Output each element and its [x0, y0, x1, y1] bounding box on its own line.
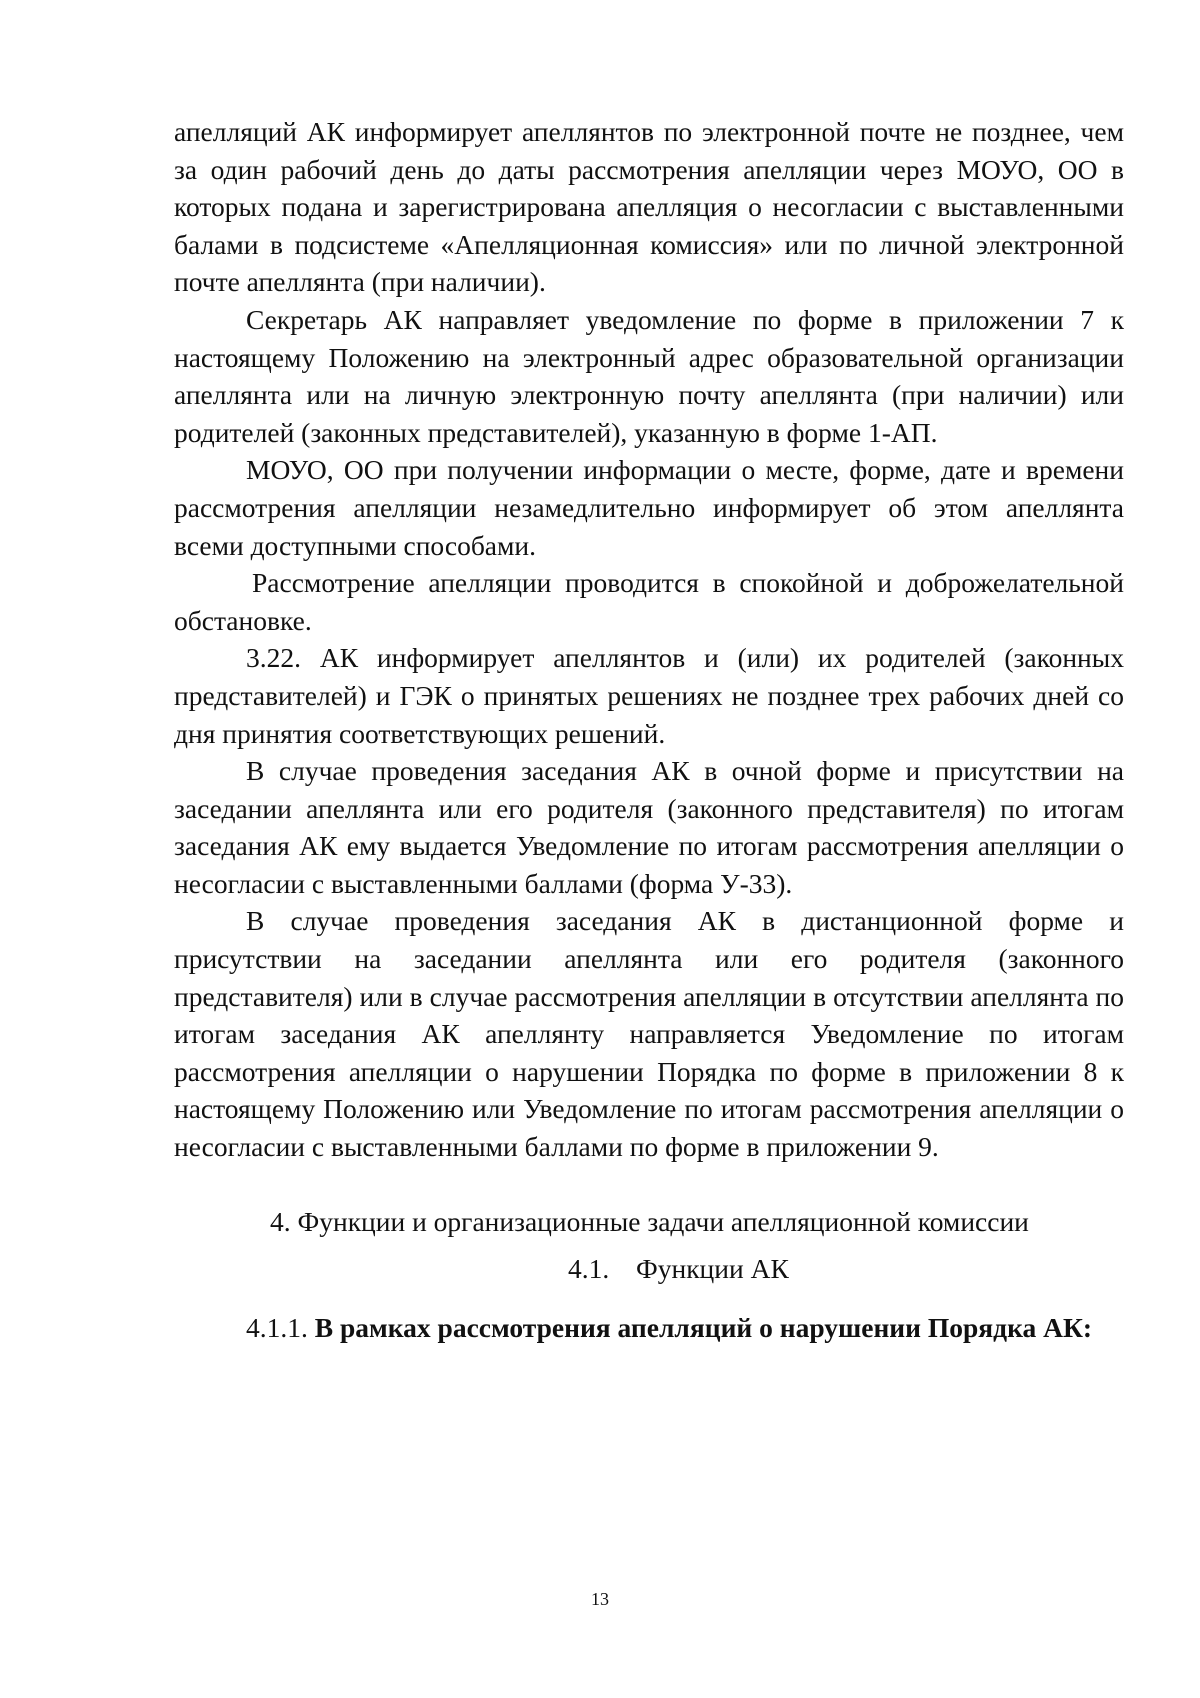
section-heading-4: 4. Функции и организационные задачи апелляционной комиссии: [270, 1205, 1029, 1237]
subsubsection-heading-4-1-1: [174, 1309, 1124, 1347]
paragraph-review-atmosphere: Рассмотрение апелляции проводится в спокойной и доброжелательной обстановке.: [174, 567, 1124, 636]
paragraph-remote-session: В случае проведения заседания АК в дистанционной форме и присутствии на заседании апеллянта или его родителя (законного представителя) или в случае рассмотрения апелляции в отсутствии апеллянта по итогам заседания АК апеллянту направляется Уведомление по итогам рассмотрения апелляции о нарушении Порядка по форме в приложении 8 к настоящему Положению или Уведомление по итогам рассмотрения апелляции о несогласии с выставленными баллами по форме в приложении 9.: [174, 905, 1124, 1163]
subsection-number: 4.1.: [568, 1253, 610, 1285]
paragraph-appeal-notification: апелляций АК информирует апеллянтов по электронной почте не позднее, чем за один рабочий день до даты рассмотрения апелляции через МОУО, ОО в которых подана и зарегистрирована апелляция о несогласии с выставленными балами в подсистеме «Апелляционная комиссия» или по личной электронной почте апеллянта (при наличии).: [174, 116, 1124, 298]
paragraph-in-person-session: В случае проведения заседания АК в очной форме и присутствии на заседании апеллянта или его родителя (законного представителя) по итогам заседания АК ему выдается Уведомление по итогам рассмотрения апелляции о несогласии с выставленными баллами (форма У-33).: [174, 755, 1124, 899]
page-number: 13: [591, 1589, 609, 1609]
subsection-title: Функции АК: [636, 1253, 789, 1285]
subsubsection-number: 4.1.1.: [246, 1311, 308, 1343]
subsubsection-title: В рамках рассмотрения апелляций о нарушении Порядка АК:: [314, 1311, 1093, 1343]
subsection-heading-4-1: [174, 1250, 1124, 1288]
paragraph-secretary-notice: Секретарь АК направляет уведомление по форме в приложении 7 к настоящему Положению на электронный адрес образовательной организации апеллянта или на личную электронную почту апеллянта (при наличии) или родителей (законных представителей), указанную в форме 1-АП.: [174, 303, 1124, 448]
paragraph-mouo-info: МОУО, ОО при получении информации о месте, форме, дате и времени рассмотрения апелляции незамедлительно информирует об этом апеллянта всеми доступными способами.: [174, 454, 1124, 561]
document-body: [174, 113, 1124, 1346]
paragraph-3-22: 3.22. АК информирует апеллянтов и (или) их родителей (законных представителей) и ГЭК о принятых решениях не позднее трех рабочих дней со дня принятия соответствующих решений.: [174, 642, 1124, 749]
